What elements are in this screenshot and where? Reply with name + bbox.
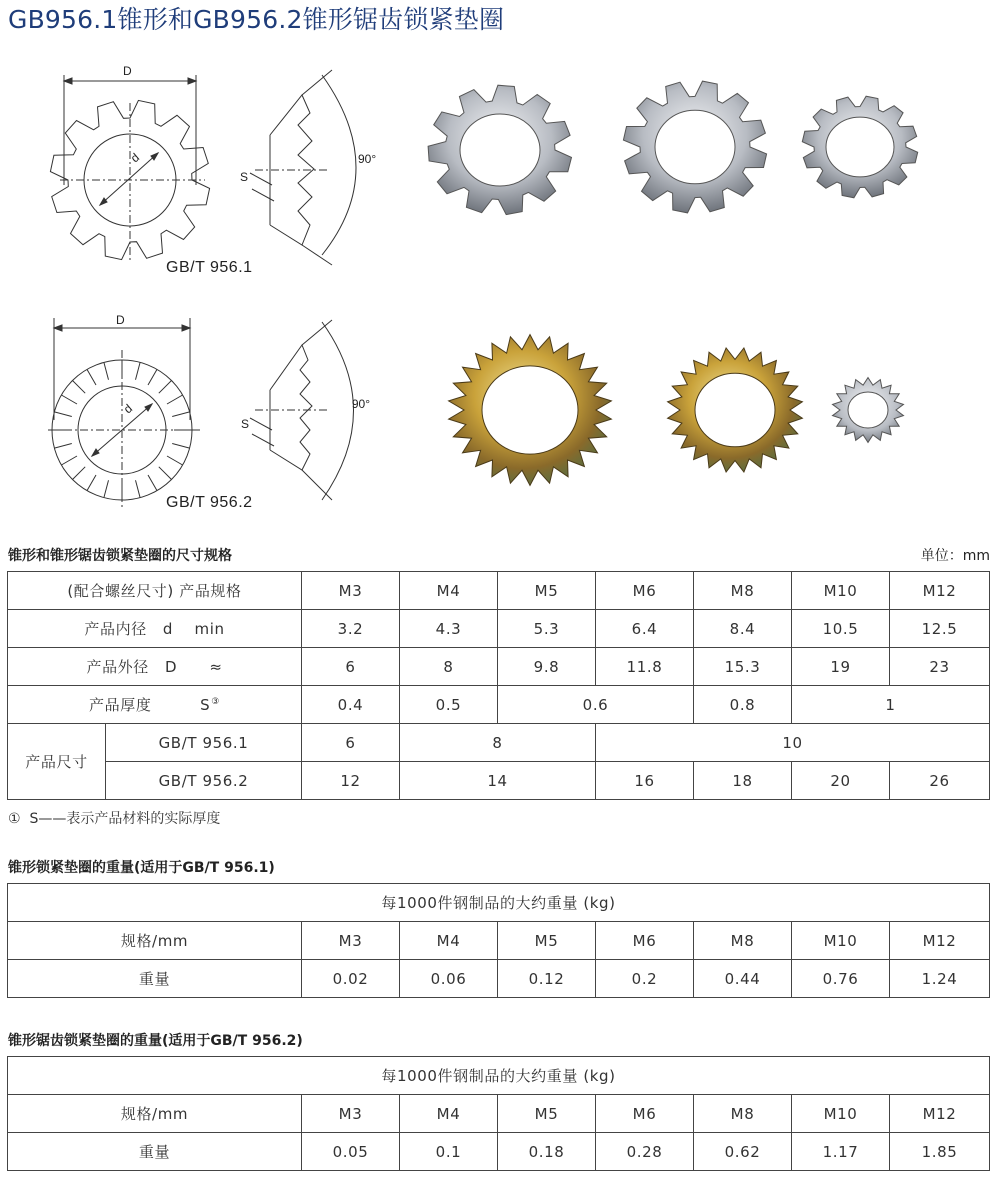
size-cell: M12 [890,922,990,960]
value-cell: 8 [400,724,596,762]
weight2-heading: 锥形锯齿锁紧垫圈的重量(适用于GB/T 956.2) [8,1033,303,1049]
size-cell: M6 [596,922,694,960]
table-row [8,724,990,762]
size-cell: M8 [694,1095,792,1133]
value-cell: 14 [400,762,596,800]
value-cell: 12 [302,762,400,800]
size-cell: M12 [890,1095,990,1133]
fig2-label: GB/T 956.2 [166,494,253,511]
weight-cell: 0.2 [596,960,694,998]
spec-table [7,571,990,800]
value-cell: 1 [792,686,990,724]
size-cell: M5 [498,572,596,610]
dim-D-label-2: D [116,313,125,327]
size-cell: M6 [596,572,694,610]
row-header-weight: 重量 [8,960,302,998]
weight-cell: 0.18 [498,1133,596,1171]
weight-cell: 1.85 [890,1133,990,1171]
value-cell: 23 [890,648,990,686]
size-cell: M8 [694,572,792,610]
weight-cell: 0.02 [302,960,400,998]
weight-cell: 0.05 [302,1133,400,1171]
dim-d-label: d [127,150,143,166]
size-cell: M10 [792,1095,890,1133]
table-row [8,1133,990,1171]
footnote-mark: ③ [211,697,220,707]
weight2-table [7,1056,990,1171]
row-header-spec: 规格/mm [8,922,302,960]
unit-label: 单位：mm [920,548,990,564]
thickness-symbol: S [200,696,211,714]
weight-cell: 0.12 [498,960,596,998]
value-cell: 19 [792,648,890,686]
value-cell: 9.8 [498,648,596,686]
size-cell: M8 [694,922,792,960]
silver-washer-medium [623,81,766,213]
table-row [8,648,990,686]
size-cell: M3 [302,922,400,960]
value-cell: 6 [302,724,400,762]
angle-label: 90° [358,152,377,166]
row-header-size: (配合螺丝尺寸) 产品规格 [8,572,302,610]
value-cell: 11.8 [596,648,694,686]
external-tooth-washer-drawing [40,55,380,285]
serrated-washer-drawing [40,310,380,510]
row-header-outer: 产品外径 D ≈ [8,648,302,686]
value-cell: 16 [596,762,694,800]
washer-photos-row2 [440,325,920,495]
zinc-serrated-washer-large [449,335,612,486]
size-cell: M12 [890,572,990,610]
value-cell: 12.5 [890,610,990,648]
value-cell: 3.2 [302,610,400,648]
weight-cell: 0.76 [792,960,890,998]
weight-cell: 0.62 [694,1133,792,1171]
table-row [8,610,990,648]
value-cell: 6.4 [596,610,694,648]
silver-washer-large [428,85,571,214]
spec-heading: 锥形和锥形锯齿锁紧垫圈的尺寸规格 [8,548,232,564]
row-header-weight: 重量 [8,1133,302,1171]
size-cell: M5 [498,1095,596,1133]
drawing-gbt-956-1 [40,55,380,285]
size-cell: M4 [400,1095,498,1133]
value-cell: 8 [400,648,498,686]
silver-washer-small [802,96,917,198]
size-cell: M3 [302,572,400,610]
weight1-heading: 锥形锁紧垫圈的重量(适用于GB/T 956.1) [8,860,275,876]
footnote: ① S——表示产品材料的实际厚度 [8,811,221,827]
size-cell: M4 [400,572,498,610]
table-row [8,960,990,998]
value-cell: 26 [890,762,990,800]
weight-cell: 0.06 [400,960,498,998]
value-cell: 4.3 [400,610,498,648]
fig1-label: GB/T 956.1 [166,259,253,276]
table-row [8,922,990,960]
value-cell: 18 [694,762,792,800]
value-cell: 0.6 [498,686,694,724]
row-header-std1: GB/T 956.1 [106,724,302,762]
page-title: GB956.1锥形和GB956.2锥形锯齿锁紧垫圈 [8,5,505,34]
weight-cell: 1.17 [792,1133,890,1171]
row-header-inner: 产品内径 d min [8,610,302,648]
thickness-label: 产品厚度 [89,696,152,714]
table-row [8,686,990,724]
row-header-size-group: 产品尺寸 [8,724,106,800]
value-cell: 15.3 [694,648,792,686]
dim-d-label-2: d [120,401,136,417]
table-row [8,1095,990,1133]
row-header-spec: 规格/mm [8,1095,302,1133]
size-cell: M3 [302,1095,400,1133]
table-row [8,1057,990,1095]
table-row [8,572,990,610]
weight-cell: 1.24 [890,960,990,998]
drawing-gbt-956-2 [40,310,380,510]
weight-cell: 0.44 [694,960,792,998]
weight-cell: 0.1 [400,1133,498,1171]
washer-photos-row1 [420,75,940,225]
weight1-caption: 每1000件钢制品的大约重量 (kg) [8,884,990,922]
dim-S-label-2: S [241,417,250,431]
size-cell: M5 [498,922,596,960]
value-cell: 6 [302,648,400,686]
value-cell: 0.5 [400,686,498,724]
value-cell: 10 [596,724,990,762]
table-row [8,762,990,800]
value-cell: 8.4 [694,610,792,648]
size-cell: M4 [400,922,498,960]
value-cell: 20 [792,762,890,800]
weight2-caption: 每1000件钢制品的大约重量 (kg) [8,1057,990,1095]
row-header-std2: GB/T 956.2 [106,762,302,800]
value-cell: 0.4 [302,686,400,724]
value-cell: 0.8 [694,686,792,724]
weight1-table [7,883,990,998]
zinc-serrated-washer-medium [668,348,803,472]
value-cell: 10.5 [792,610,890,648]
dim-S-label: S [240,170,249,184]
size-cell: M10 [792,572,890,610]
angle-label-2: 90° [351,397,370,411]
size-cell: M6 [596,1095,694,1133]
table-row [8,884,990,922]
weight-cell: 0.28 [596,1133,694,1171]
dim-D-label: D [123,64,132,78]
silver-serrated-washer-small [833,378,904,443]
size-cell: M10 [792,922,890,960]
row-header-thickness [8,686,302,724]
value-cell: 5.3 [498,610,596,648]
